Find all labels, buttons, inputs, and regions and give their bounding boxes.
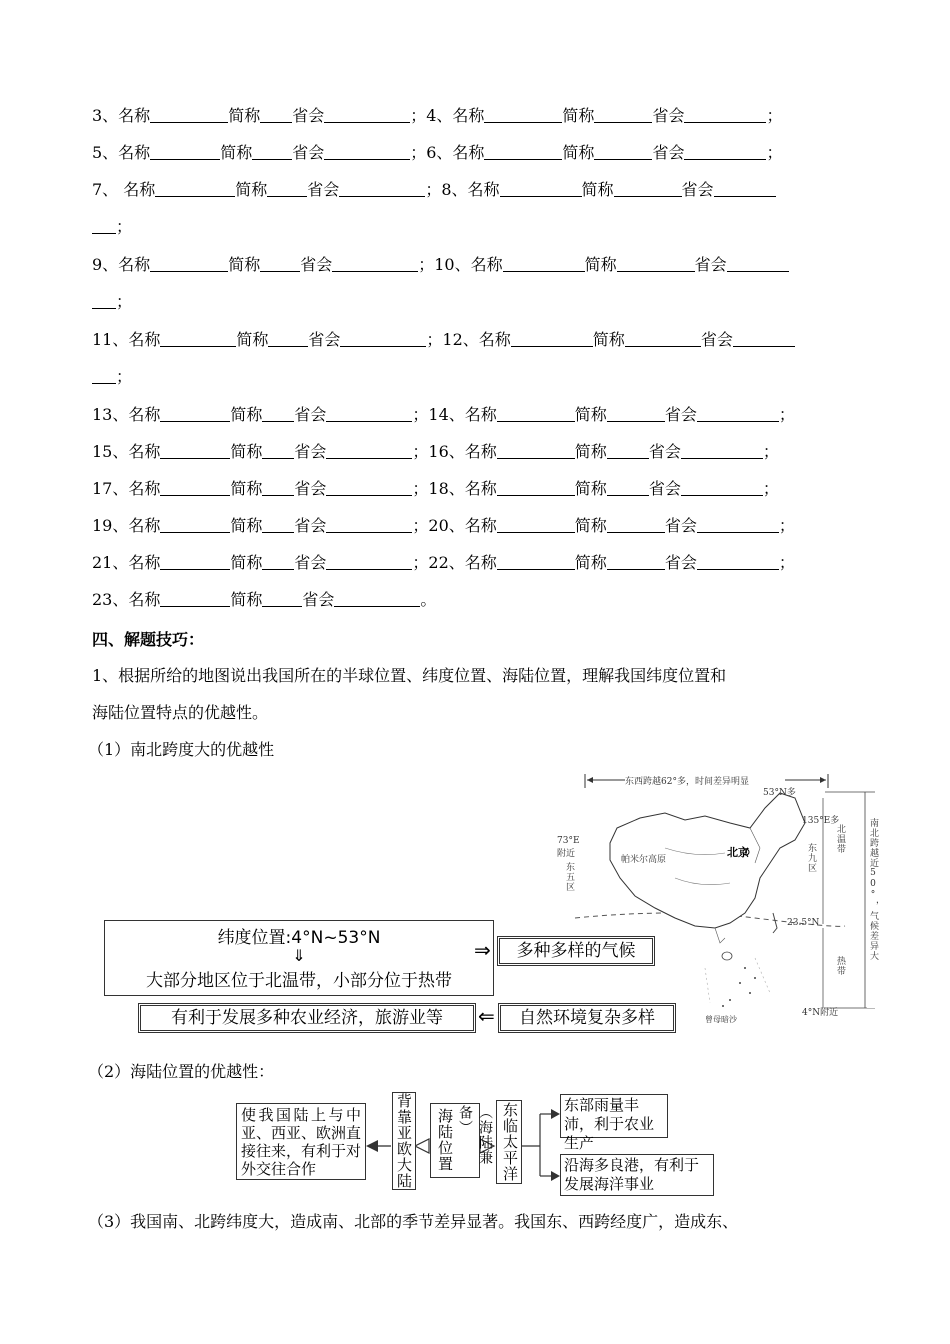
item1-line2: 海陆位置特点的优越性。 <box>92 703 269 722</box>
row-label-name: 3、名称 <box>92 106 151 125</box>
row-label-capital: 省会 <box>700 330 733 349</box>
answer-blank[interactable] <box>497 479 575 496</box>
answer-blank[interactable] <box>160 516 230 533</box>
answer-blank[interactable] <box>503 255 585 272</box>
row-label-name: 17、名称 <box>92 479 161 498</box>
map-east9-label: 东九区 <box>806 843 816 873</box>
left-effect-box: 使我国陆上与中亚、西亚、欧洲直接往来，有利于对外交往合作 <box>236 1103 366 1180</box>
section-title: 四、解题技巧： <box>92 630 205 649</box>
answer-blank[interactable] <box>160 553 230 570</box>
fill-row <box>92 405 795 425</box>
fill-row <box>92 442 779 462</box>
answer-blank[interactable] <box>684 143 766 160</box>
row-end: ； <box>778 553 795 572</box>
answer-blank[interactable] <box>484 143 562 160</box>
row-end: ； <box>762 442 779 461</box>
answer-blank[interactable] <box>511 330 593 347</box>
row-label-abbr: 简称 <box>230 590 263 609</box>
row-label-name: 22、名称 <box>428 553 497 572</box>
row-label-name: 16、名称 <box>428 442 497 461</box>
row-label-abbr: 简称 <box>574 405 607 424</box>
map-beijing-label: 北京 <box>727 846 749 859</box>
row-label-name: 10、名称 <box>434 255 503 274</box>
row-separator: ； <box>410 143 427 162</box>
answer-blank[interactable] <box>160 479 230 496</box>
fill-row-continuation <box>92 217 132 237</box>
row-label-capital: 省会 <box>652 106 685 125</box>
answer-blank[interactable] <box>697 405 779 422</box>
answer-blank[interactable] <box>500 180 582 197</box>
row-label-abbr: 简称 <box>562 143 595 162</box>
answer-blank[interactable] <box>262 405 294 422</box>
row-label-abbr: 简称 <box>562 106 595 125</box>
row-end: ； <box>766 106 783 125</box>
fill-row <box>92 106 782 126</box>
answer-blank[interactable] <box>497 442 575 459</box>
row-label-capital: 省会 <box>681 180 714 199</box>
row-separator: ； <box>412 405 429 424</box>
answer-blank[interactable] <box>340 330 426 347</box>
answer-blank[interactable] <box>150 106 228 123</box>
row-label-name: 5、名称 <box>92 143 151 162</box>
answer-blank[interactable] <box>324 106 410 123</box>
answer-blank[interactable] <box>324 143 410 160</box>
sub-heading-1: （1）南北跨度大的优越性 <box>88 740 275 759</box>
row-label-capital: 省会 <box>648 479 681 498</box>
answer-blank[interactable] <box>332 255 418 272</box>
row-label-capital: 省会 <box>294 479 327 498</box>
map-135e-label: 135°E多 <box>802 816 840 826</box>
row-separator: ； <box>412 553 429 572</box>
answer-blank[interactable] <box>326 516 412 533</box>
answer-blank[interactable] <box>727 255 789 272</box>
fill-row <box>92 479 779 499</box>
row-label-capital: 省会 <box>294 516 327 535</box>
answer-blank[interactable] <box>92 292 116 309</box>
map-pamir-label: 帕米尔高原 <box>621 855 667 865</box>
answer-blank[interactable] <box>681 479 763 496</box>
answer-blank[interactable] <box>262 442 294 459</box>
left-arrow-icon: ⇐ <box>478 1004 495 1028</box>
answer-blank[interactable] <box>326 479 412 496</box>
latitude-title: 纬度位置:4°N~53°N <box>217 928 381 948</box>
sea-land-label: 海陆位置 <box>436 1108 454 1172</box>
row-label-capital: 省会 <box>294 405 327 424</box>
answer-blank[interactable] <box>339 180 425 197</box>
answer-blank[interactable] <box>594 106 652 123</box>
row-label-name: 18、名称 <box>428 479 497 498</box>
row-separator: ； <box>418 255 435 274</box>
row-label-abbr: 简称 <box>230 516 263 535</box>
row-label-abbr: 简称 <box>220 143 253 162</box>
right-arrow-icon: ⇒ <box>474 938 491 962</box>
latitude-box <box>104 920 494 996</box>
row-label-name: 8、名称 <box>441 180 500 199</box>
answer-blank[interactable] <box>260 106 292 123</box>
row-label-capital: 省会 <box>302 590 335 609</box>
answer-blank[interactable] <box>262 516 294 533</box>
row-label-capital: 省会 <box>664 516 697 535</box>
fill-row-continuation <box>92 367 132 387</box>
fill-row <box>92 516 795 536</box>
map-73e-label: 73°E附近 <box>557 836 580 859</box>
row-label-abbr: 简称 <box>574 516 607 535</box>
row-separator: ； <box>412 516 429 535</box>
back-continent-box: 背靠亚欧大陆 <box>392 1092 416 1190</box>
answer-blank[interactable] <box>260 255 300 272</box>
answer-blank[interactable] <box>160 330 236 347</box>
fill-row <box>92 553 795 573</box>
answer-blank[interactable] <box>334 590 420 607</box>
answer-blank[interactable] <box>733 330 795 347</box>
row-label-abbr: 简称 <box>574 553 607 572</box>
map-ns-span-label: 南北跨越近50°，气候差异大 <box>867 818 880 1008</box>
answer-blank[interactable] <box>607 479 649 496</box>
row-label-abbr: 简称 <box>584 255 617 274</box>
answer-blank[interactable] <box>497 516 575 533</box>
answer-blank[interactable] <box>252 143 292 160</box>
row-end: ； <box>778 516 795 535</box>
row-label-name: 15、名称 <box>92 442 161 461</box>
row-label-abbr: 简称 <box>574 442 607 461</box>
row-end: ； <box>116 292 133 311</box>
row-label-capital: 省会 <box>664 405 697 424</box>
environment-box: 自然环境复杂多样 <box>498 1003 676 1033</box>
answer-blank[interactable] <box>484 106 562 123</box>
row-label-name: 7、 名称 <box>92 180 156 199</box>
answer-blank[interactable] <box>697 516 779 533</box>
row-label-abbr: 简称 <box>230 442 263 461</box>
sub-heading-3: （3）我国南、北跨纬度大，造成南、北部的季节差异显著。我国东、西跨经度广，造成东、 <box>88 1212 739 1231</box>
row-label-abbr: 简称 <box>235 180 268 199</box>
answer-blank[interactable] <box>262 553 294 570</box>
row-label-capital: 省会 <box>664 553 697 572</box>
row-label-name: 19、名称 <box>92 516 161 535</box>
top-right-box: 东部雨量丰沛，利于农业生产 <box>560 1094 668 1138</box>
map-north-temp-label: 北温带 <box>835 824 845 854</box>
row-label-name: 9、名称 <box>92 255 151 274</box>
row-label-capital: 省会 <box>292 143 325 162</box>
row-end: ； <box>766 143 783 162</box>
row-end: 。 <box>420 590 437 609</box>
row-end: ； <box>762 479 779 498</box>
answer-blank[interactable] <box>697 553 779 570</box>
row-end: ； <box>778 405 795 424</box>
row-label-name: 11、名称 <box>92 330 161 349</box>
answer-blank[interactable] <box>684 106 766 123</box>
benefit-box: 有利于发展多种农业经济，旅游业等 <box>138 1003 476 1033</box>
map-4n-label: 4°N附近 <box>802 1008 839 1018</box>
row-label-abbr: 简称 <box>228 106 261 125</box>
row-label-abbr: 简称 <box>236 330 269 349</box>
bottom-right-box: 沿海多良港，有利于发展海洋事业 <box>560 1154 714 1196</box>
answer-blank[interactable] <box>607 405 665 422</box>
china-map-figure <box>555 768 885 1023</box>
fill-row <box>92 180 776 200</box>
map-top-note: 东西跨越62°多，时间差异明显 <box>625 777 749 787</box>
row-label-capital: 省会 <box>652 143 685 162</box>
answer-blank[interactable] <box>614 180 682 197</box>
china-map-outline <box>555 768 885 1023</box>
answer-blank[interactable] <box>625 330 701 347</box>
map-tropic-lat-label: 23.5°N <box>787 918 820 928</box>
fill-row-continuation <box>92 292 132 312</box>
sea-land-box <box>430 1103 493 1178</box>
row-label-abbr: 简称 <box>230 479 263 498</box>
answer-blank[interactable] <box>262 479 294 496</box>
answer-blank[interactable] <box>607 442 649 459</box>
answer-blank[interactable] <box>160 442 230 459</box>
row-label-abbr: 简称 <box>574 479 607 498</box>
map-tropic-label: 热带 <box>835 956 845 976</box>
answer-blank[interactable] <box>92 217 116 234</box>
fill-row <box>92 255 789 275</box>
row-label-abbr: 简称 <box>592 330 625 349</box>
latitude-desc: 大部分地区位于北温带，小部分位于热带 <box>146 971 452 991</box>
row-separator: ； <box>412 479 429 498</box>
east-pacific-box: 东临太平洋 <box>496 1100 522 1184</box>
answer-blank[interactable] <box>714 180 776 197</box>
row-label-abbr: 简称 <box>230 405 263 424</box>
answer-blank[interactable] <box>267 180 307 197</box>
row-separator: ； <box>426 330 443 349</box>
answer-blank[interactable] <box>617 255 695 272</box>
row-label-name: 21、名称 <box>92 553 161 572</box>
row-label-capital: 省会 <box>694 255 727 274</box>
answer-blank[interactable] <box>326 553 412 570</box>
fill-row <box>92 590 436 610</box>
answer-blank[interactable] <box>326 442 412 459</box>
row-label-name: 6、名称 <box>426 143 485 162</box>
row-separator: ； <box>425 180 442 199</box>
row-label-name: 13、名称 <box>92 405 161 424</box>
sea-land-paren: （海陆兼备） <box>457 1105 493 1165</box>
answer-blank[interactable] <box>681 442 763 459</box>
row-label-name: 23、名称 <box>92 590 161 609</box>
answer-blank[interactable] <box>607 516 665 533</box>
row-label-abbr: 简称 <box>228 255 261 274</box>
row-label-capital: 省会 <box>300 255 333 274</box>
row-end: ； <box>116 367 133 386</box>
down-arrow-icon: ⇓ <box>292 946 306 965</box>
row-label-capital: 省会 <box>307 180 340 199</box>
answer-blank[interactable] <box>594 143 652 160</box>
answer-blank[interactable] <box>497 405 575 422</box>
row-label-capital: 省会 <box>648 442 681 461</box>
row-label-capital: 省会 <box>308 330 341 349</box>
row-label-name: 20、名称 <box>428 516 497 535</box>
answer-blank[interactable] <box>150 143 220 160</box>
item1-line1: 1、根据所给的地图说出我国所在的半球位置、纬度位置、海陆位置，理解我国纬度位置和 <box>92 666 727 685</box>
map-zengmu-label: 曾母暗沙 <box>705 1015 737 1024</box>
answer-blank[interactable] <box>497 553 575 570</box>
fill-row <box>92 143 782 163</box>
answer-blank[interactable] <box>607 553 665 570</box>
answer-blank[interactable] <box>155 180 235 197</box>
row-label-capital: 省会 <box>294 442 327 461</box>
answer-blank[interactable] <box>160 590 230 607</box>
row-label-name: 4、名称 <box>426 106 485 125</box>
climate-box: 多种多样的气候 <box>497 936 655 966</box>
map-53n-label: 53°N多 <box>763 788 796 798</box>
fill-row <box>92 330 795 350</box>
row-separator: ； <box>412 442 429 461</box>
row-label-capital: 省会 <box>292 106 325 125</box>
row-label-name: 14、名称 <box>428 405 497 424</box>
answer-blank[interactable] <box>262 590 302 607</box>
answer-blank[interactable] <box>326 405 412 422</box>
row-label-capital: 省会 <box>294 553 327 572</box>
answer-blank[interactable] <box>150 255 228 272</box>
row-label-abbr: 简称 <box>230 553 263 572</box>
row-end: ； <box>116 217 133 236</box>
sub-heading-2: （2）海陆位置的优越性： <box>88 1062 275 1081</box>
row-label-abbr: 简称 <box>581 180 614 199</box>
answer-blank[interactable] <box>92 367 116 384</box>
row-separator: ； <box>410 106 427 125</box>
map-east5-label: 东五区 <box>564 862 574 892</box>
answer-blank[interactable] <box>160 405 230 422</box>
answer-blank[interactable] <box>268 330 308 347</box>
row-label-name: 12、名称 <box>442 330 511 349</box>
